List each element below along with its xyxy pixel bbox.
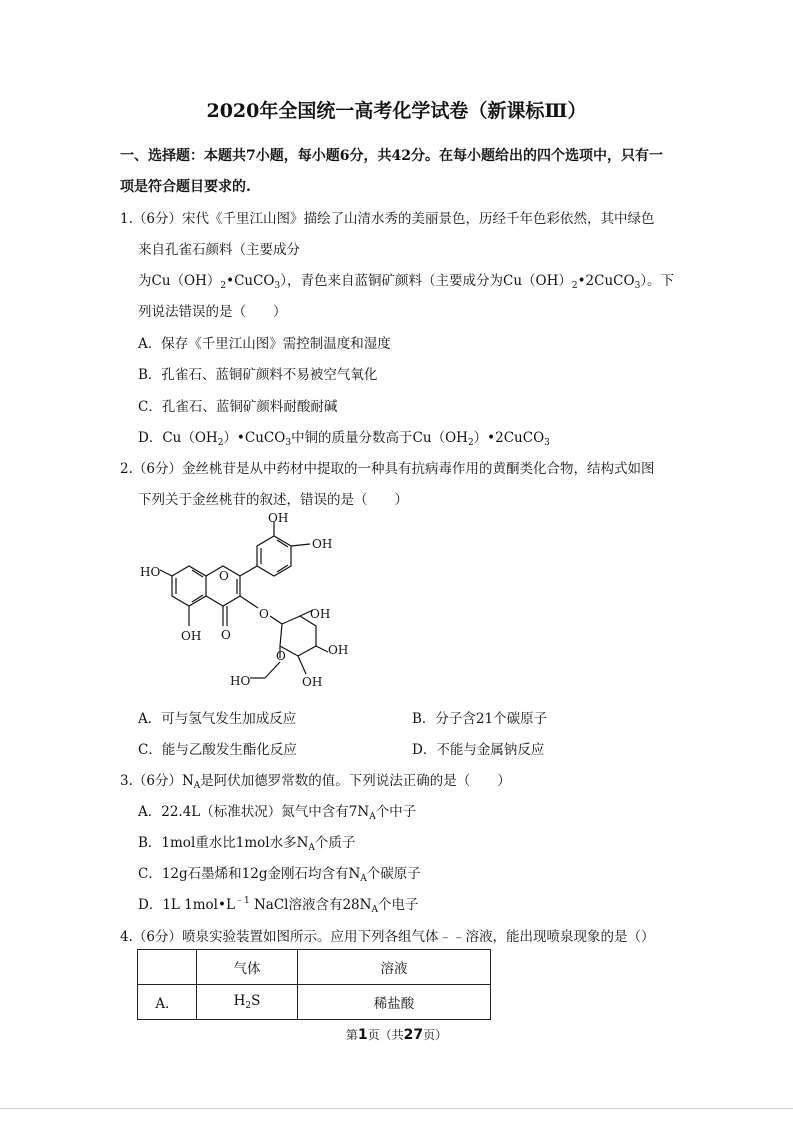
q3-option-a: A．22.4L（标准状况）氮气中含有$7N_A$个中子	[138, 804, 417, 822]
q2-option-d: D．不能与金属钠反应	[412, 742, 545, 758]
page-total: 27	[403, 1027, 424, 1043]
q4-table	[137, 949, 491, 1020]
q2-option-a: A．可与氢气发生加成反应	[138, 711, 297, 727]
section-heading-line1: 一、选择题：本题共7小题，每小题6分，共42分。在每小题给出的四个选项中，只有一	[120, 148, 663, 164]
q1-stem-line1: 1.（6分）宋代《千里江山图》描绘了山清水秀的美丽景色，历经千年色彩依然，其中绿色	[120, 211, 655, 227]
table-header-solution: 溶液	[298, 950, 491, 985]
q3-stem: 3.（6分）$N_A$是阿伏加德罗常数的值。下列说法正确的是（ ）	[120, 773, 511, 791]
label-o-sugar: O	[276, 649, 286, 663]
label-oh-top: OH	[268, 511, 289, 525]
q2-stem-line2: 下列关于金丝桃苷的叙述，错误的是（ ）	[138, 492, 408, 508]
label-oh-sugar1: OH	[310, 607, 331, 621]
q4-stem: 4.（6分）喷泉实验装置如图所示。应用下列各组气体﹣﹣溶液，能出现喷泉现象的是（）	[120, 929, 655, 945]
label-o-carbonyl: O	[221, 628, 231, 642]
q2-option-c: C．能与乙酸发生酯化反应	[138, 742, 297, 758]
label-ho-left: HO	[140, 565, 161, 579]
table-header-row	[138, 950, 491, 985]
exam-title: 2020年全国统一高考化学试卷（新课标Ⅲ）	[206, 100, 587, 122]
q1-option-b: B．孔雀石、蓝铜矿颜料不易被空气氧化	[138, 367, 378, 383]
q1-option-d: D．$Cu(OH_2)•CuCO_3$中铜的质量分数高于$Cu(OH_2)•2CuCO_3$	[138, 430, 550, 448]
table-header-blank	[138, 950, 197, 985]
q2-stem-line1: 2.（6分）金丝桃苷是从中药材中提取的一种具有抗病毒作用的黄酮类化合物，结构式如图	[120, 461, 655, 477]
q3-option-d: D．1L $1mol•L^{﹣1}$ NaCl溶液含有$28N_A$个电子	[138, 896, 419, 915]
table-header-gas: 气体	[197, 950, 298, 985]
page-footer: 第1页（共27页）	[345, 1027, 448, 1043]
table-cell-solution: 稀盐酸	[298, 985, 491, 1020]
section-heading-line2: 项是符合题目要求的.	[120, 179, 251, 195]
q3-option-c: C．12g石墨烯和12g金刚石均含有$N_A$个碳原子	[138, 866, 421, 884]
page-number: 1	[357, 1027, 368, 1043]
label-oh-bottom: OH	[181, 629, 202, 643]
table-cell-label: A．	[138, 985, 197, 1020]
q3-option-b: B．1mol重水比1mol水多$N_A$个质子	[138, 835, 356, 853]
q1-stem-line3: 为$Cu(OH)_2•CuCO_3$），青色来自蓝铜矿颜料（主要成分为$Cu(OH)_2•2CuCO_3$）。下	[138, 273, 675, 291]
label-o-ring: O	[219, 569, 229, 583]
label-oh-right: OH	[312, 537, 333, 551]
q1-option-c: C．孔雀石、蓝铜矿颜料耐酸耐碱	[138, 399, 338, 415]
label-ho-sugar: HO	[230, 674, 251, 688]
hyperoside-structure	[130, 508, 360, 698]
label-oh-sugar2: OH	[328, 643, 349, 657]
q1-stem-line2: 来自孔雀石颜料（主要成分	[138, 242, 300, 258]
page-bottom-divider	[0, 1108, 793, 1109]
q2-option-b: B．分子含21个碳原子	[412, 711, 548, 727]
q1-option-a: A．保存《千里江山图》需控制温度和湿度	[138, 336, 391, 352]
table-cell-gas: $H_2S$	[197, 985, 298, 1020]
q1-stem-line4: 列说法错误的是（ ）	[138, 304, 287, 320]
table-row	[138, 985, 491, 1020]
label-oh-sugar3: OH	[302, 675, 323, 689]
label-o-link: O	[259, 607, 269, 621]
